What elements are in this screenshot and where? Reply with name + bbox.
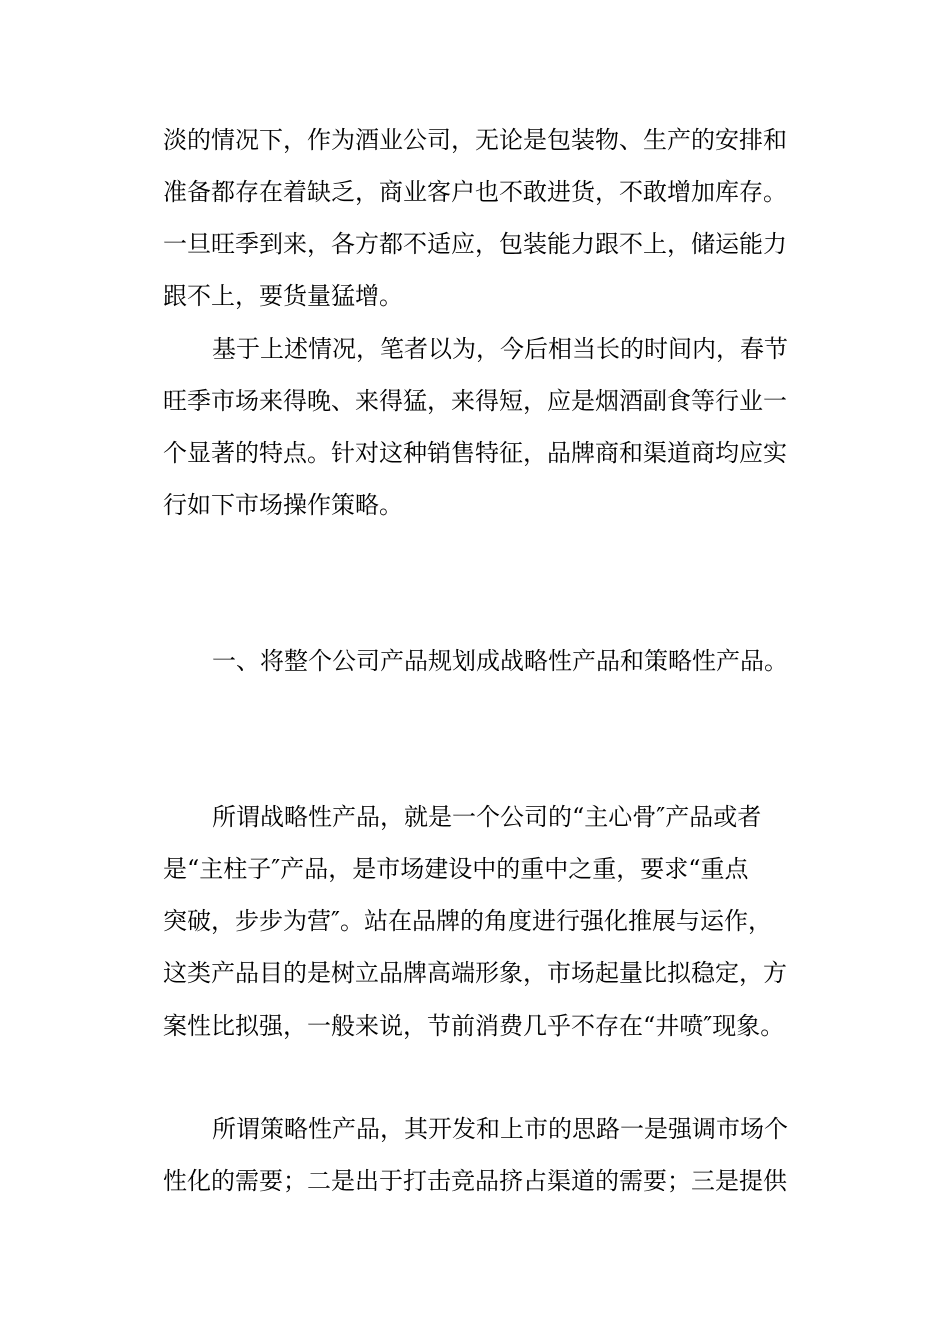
paragraph-1-line-1: 淡的情况下，作为酒业公司，无论是包装物、生产的安排和 — [163, 126, 787, 154]
paragraph-3-line-2: 是“主柱子″产品，是市场建设中的重中之重，要求“重点 — [163, 855, 749, 883]
paragraph-2-line-1: 基于上述情况，笔者以为，今后相当长的时间内，春节 — [212, 335, 788, 363]
paragraph-2-line-3: 个显著的特点。针对这种销售特征，品牌商和渠道商均应实 — [163, 439, 787, 467]
paragraph-4-line-1: 所谓策略性产品，其开发和上市的思路一是强调市场个 — [212, 1115, 788, 1143]
paragraph-1-line-3: 一旦旺季到来，各方都不适应，包装能力跟不上，储运能力 — [163, 230, 787, 258]
section-heading-1: 一、将整个公司产品规划成战略性产品和策略性产品。 — [212, 647, 788, 675]
paragraph-1-line-2: 准备都存在着缺乏，商业客户也不敢进货，不敢增加库存。 — [163, 178, 787, 206]
paragraph-2-line-4: 行如下市场操作策略。 — [163, 491, 403, 519]
paragraph-3-line-1: 所谓战略性产品，就是一个公司的“主心骨″产品或者 — [212, 803, 762, 831]
paragraph-4-line-2: 性化的需要；二是出于打击竞品挤占渠道的需要；三是提供 — [163, 1167, 787, 1195]
paragraph-3-line-4: 这类产品目的是树立品牌高端形象，市场起量比拟稳定，方 — [163, 959, 787, 987]
paragraph-1-line-4: 跟不上，要货量猛增。 — [163, 282, 403, 310]
paragraph-3-line-3: 突破，步步为营″。站在品牌的角度进行强化推展与运作， — [163, 907, 772, 935]
paragraph-3-line-5: 案性比拟强，一般来说，节前消费几乎不存在“井喷″现象。 — [163, 1012, 785, 1040]
paragraph-2-line-2: 旺季市场来得晚、来得猛，来得短，应是烟酒副食等行业一 — [163, 387, 787, 415]
